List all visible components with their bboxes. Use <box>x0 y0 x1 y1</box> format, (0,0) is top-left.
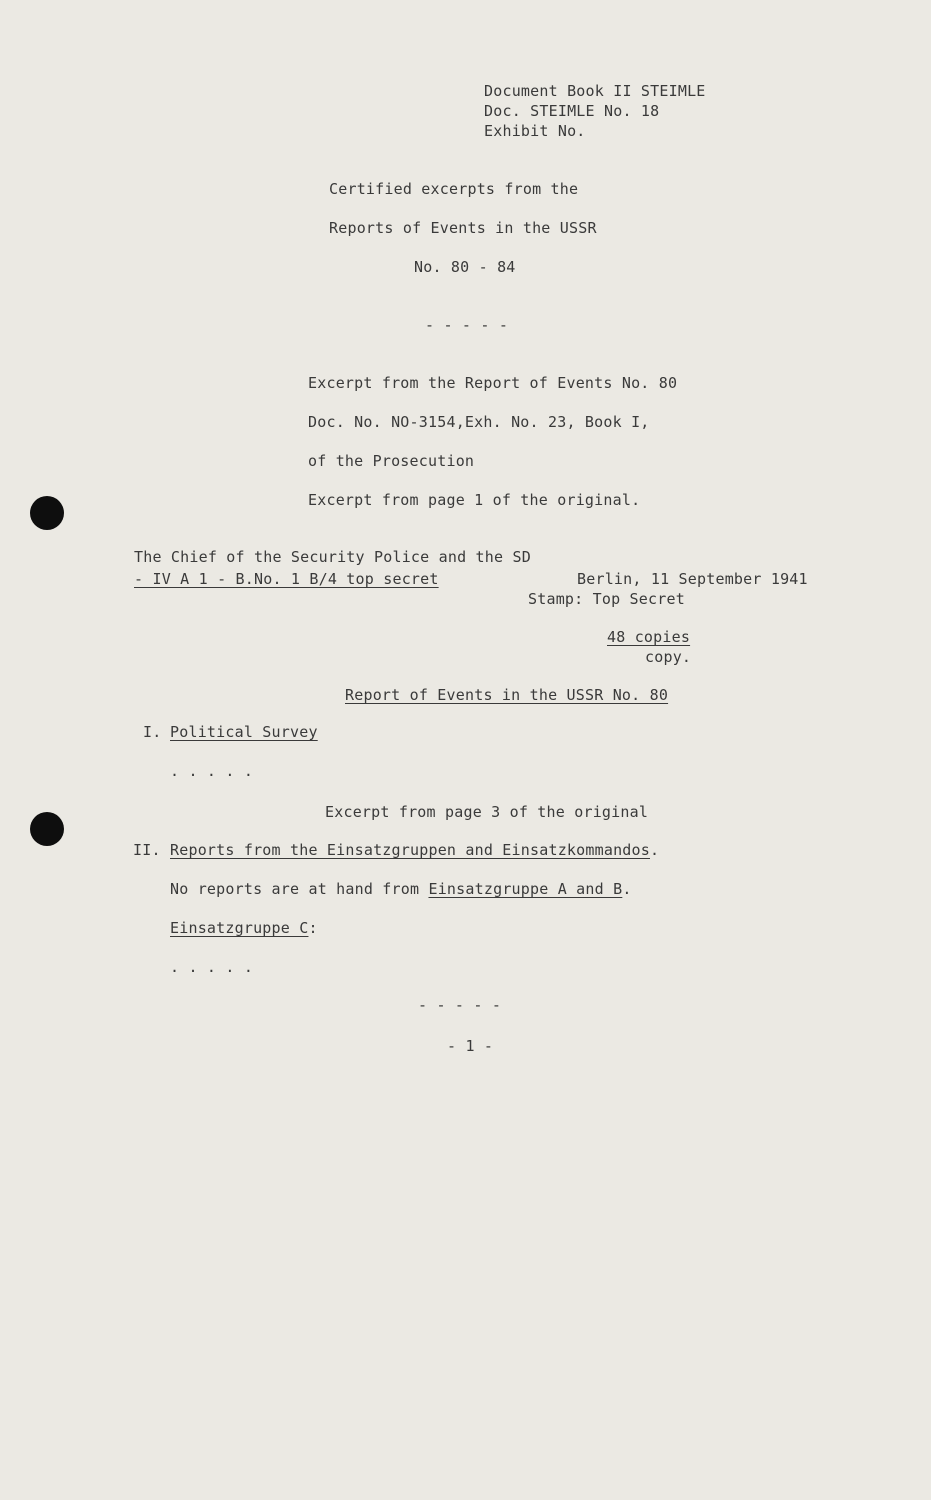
report-title: Report of Events in the USSR No. 80 <box>345 686 669 704</box>
einsatzgruppe-c-heading <box>170 918 318 938</box>
intro-line-2: Reports of Events in the USSR <box>329 219 597 237</box>
memo-copies: 48 copies <box>607 628 691 646</box>
memo-copy: copy. <box>645 648 692 666</box>
ellipsis-2: . . . . . <box>170 958 254 976</box>
einsatzgruppe-c-colon: : <box>308 919 318 937</box>
excerpt-line-3: of the Prosecution <box>308 452 475 470</box>
einsatzgruppe-a-b: Einsatzgruppe A and B <box>428 880 623 898</box>
section-2-number: II. <box>133 841 161 859</box>
memo-sender: The Chief of the Security Police and the SD <box>134 548 531 566</box>
header-doc-number: Doc. STEIMLE No. 18 <box>484 102 660 120</box>
section-2-title: Reports from the Einsatzgruppen and Einsatzkommandos <box>170 841 650 859</box>
section-1-number: I. <box>143 723 162 741</box>
intro-line-1: Certified excerpts from the <box>329 180 579 198</box>
intro-line-3: No. 80 - 84 <box>414 258 516 276</box>
closing-separator: - - - - - <box>418 996 502 1014</box>
excerpt-page-3: Excerpt from page 3 of the original <box>325 803 649 821</box>
excerpt-line-1: Excerpt from the Report of Events No. 80 <box>308 374 678 392</box>
header-document-book: Document Book II STEIMLE <box>484 82 706 100</box>
intro-separator: - - - - - <box>425 316 509 334</box>
memo-reference: - IV A 1 - B.No. 1 B/4 top secret <box>134 570 439 588</box>
einsatzgruppe-c: Einsatzgruppe C <box>170 919 309 937</box>
excerpt-line-2: Doc. No. NO-3154,Exh. No. 23, Book I, <box>308 413 650 431</box>
section-2-heading <box>170 840 659 860</box>
no-reports-period: . <box>622 880 632 898</box>
section-2-period: . <box>650 841 660 859</box>
no-reports-line <box>170 879 632 899</box>
memo-stamp: Stamp: Top Secret <box>528 590 685 608</box>
header-exhibit-number: Exhibit No. <box>484 122 586 140</box>
memo-date: Berlin, 11 September 1941 <box>577 570 808 588</box>
section-1-title: Political Survey <box>170 723 318 741</box>
punch-hole-bottom <box>30 812 64 846</box>
ellipsis-1: . . . . . <box>170 762 254 780</box>
no-reports-text: No reports are at hand from <box>170 880 429 898</box>
page-number: - 1 - <box>447 1037 494 1055</box>
excerpt-line-4: Excerpt from page 1 of the original. <box>308 491 641 509</box>
punch-hole-top <box>30 496 64 530</box>
